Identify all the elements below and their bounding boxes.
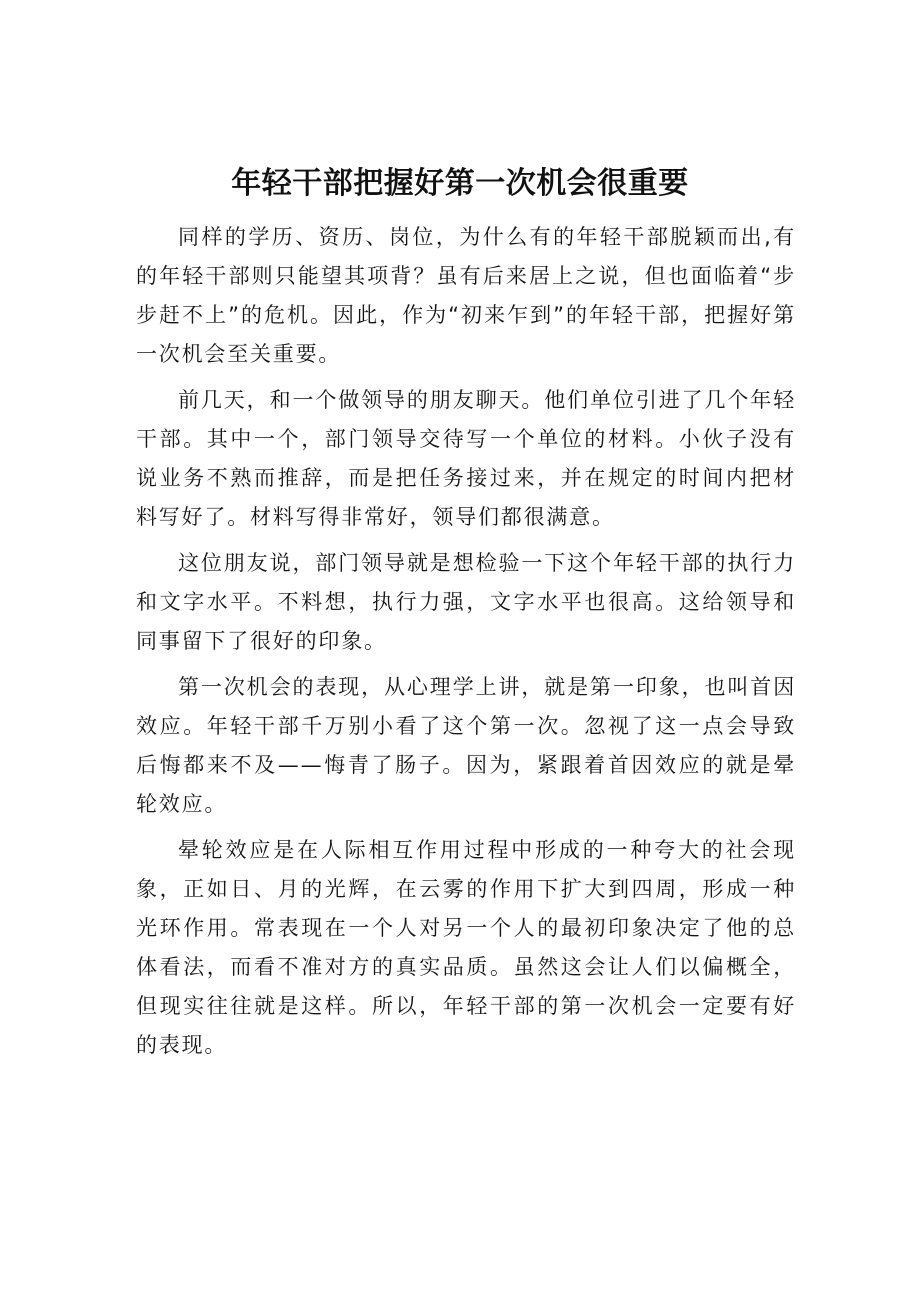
paragraph-2: 前几天，和一个做领导的朋友聊天。他们单位引进了几个年轻干部。其中一个，部门领导交待写一个单位的材料。小伙子没有说业务不熟而推辞，而是把任务接过来，并在规定的时间内把材料写好了。材料写得非常好，领导们都很满意。 <box>136 388 796 529</box>
document-body <box>136 218 796 1072</box>
paragraph-3: 这位朋友说，部门领导就是想检验一下这个年轻干部的执行力和文字水平。不料想，执行力强，文字水平也很高。这给领导和同事留下了很好的印象。 <box>136 551 796 653</box>
paragraph-5: 晕轮效应是在人际相互作用过程中形成的一种夸大的社会现象，正如日、月的光辉，在云雾的作用下扩大到四周，形成一种光环作用。常表现在一个人对另一个人的最初印象决定了他的总体看法，而看不准对方的真实品质。虽然这会让人们以偏概全，但现实往往就是这样。所以，年轻干部的第一次机会一定要有好的表现。 <box>136 838 796 1057</box>
paragraph-4: 第一次机会的表现，从心理学上讲，就是第一印象，也叫首因效应。年轻干部千万别小看了这个第一次。忽视了这一点会导致后悔都来不及——悔青了肠子。因为，紧跟着首因效应的就是晕轮效应。 <box>136 675 796 816</box>
paragraph-1: 同样的学历、资历、岗位，为什么有的年轻干部脱颖而出,有的年轻干部则只能望其项背？虽有后来居上之说，但也面临着“步步赶不上”的危机。因此，作为“初来乍到”的年轻干部，把握好第一次机会至关重要。 <box>136 225 796 366</box>
document-title: 年轻干部把握好第一次机会很重要 <box>231 166 689 201</box>
